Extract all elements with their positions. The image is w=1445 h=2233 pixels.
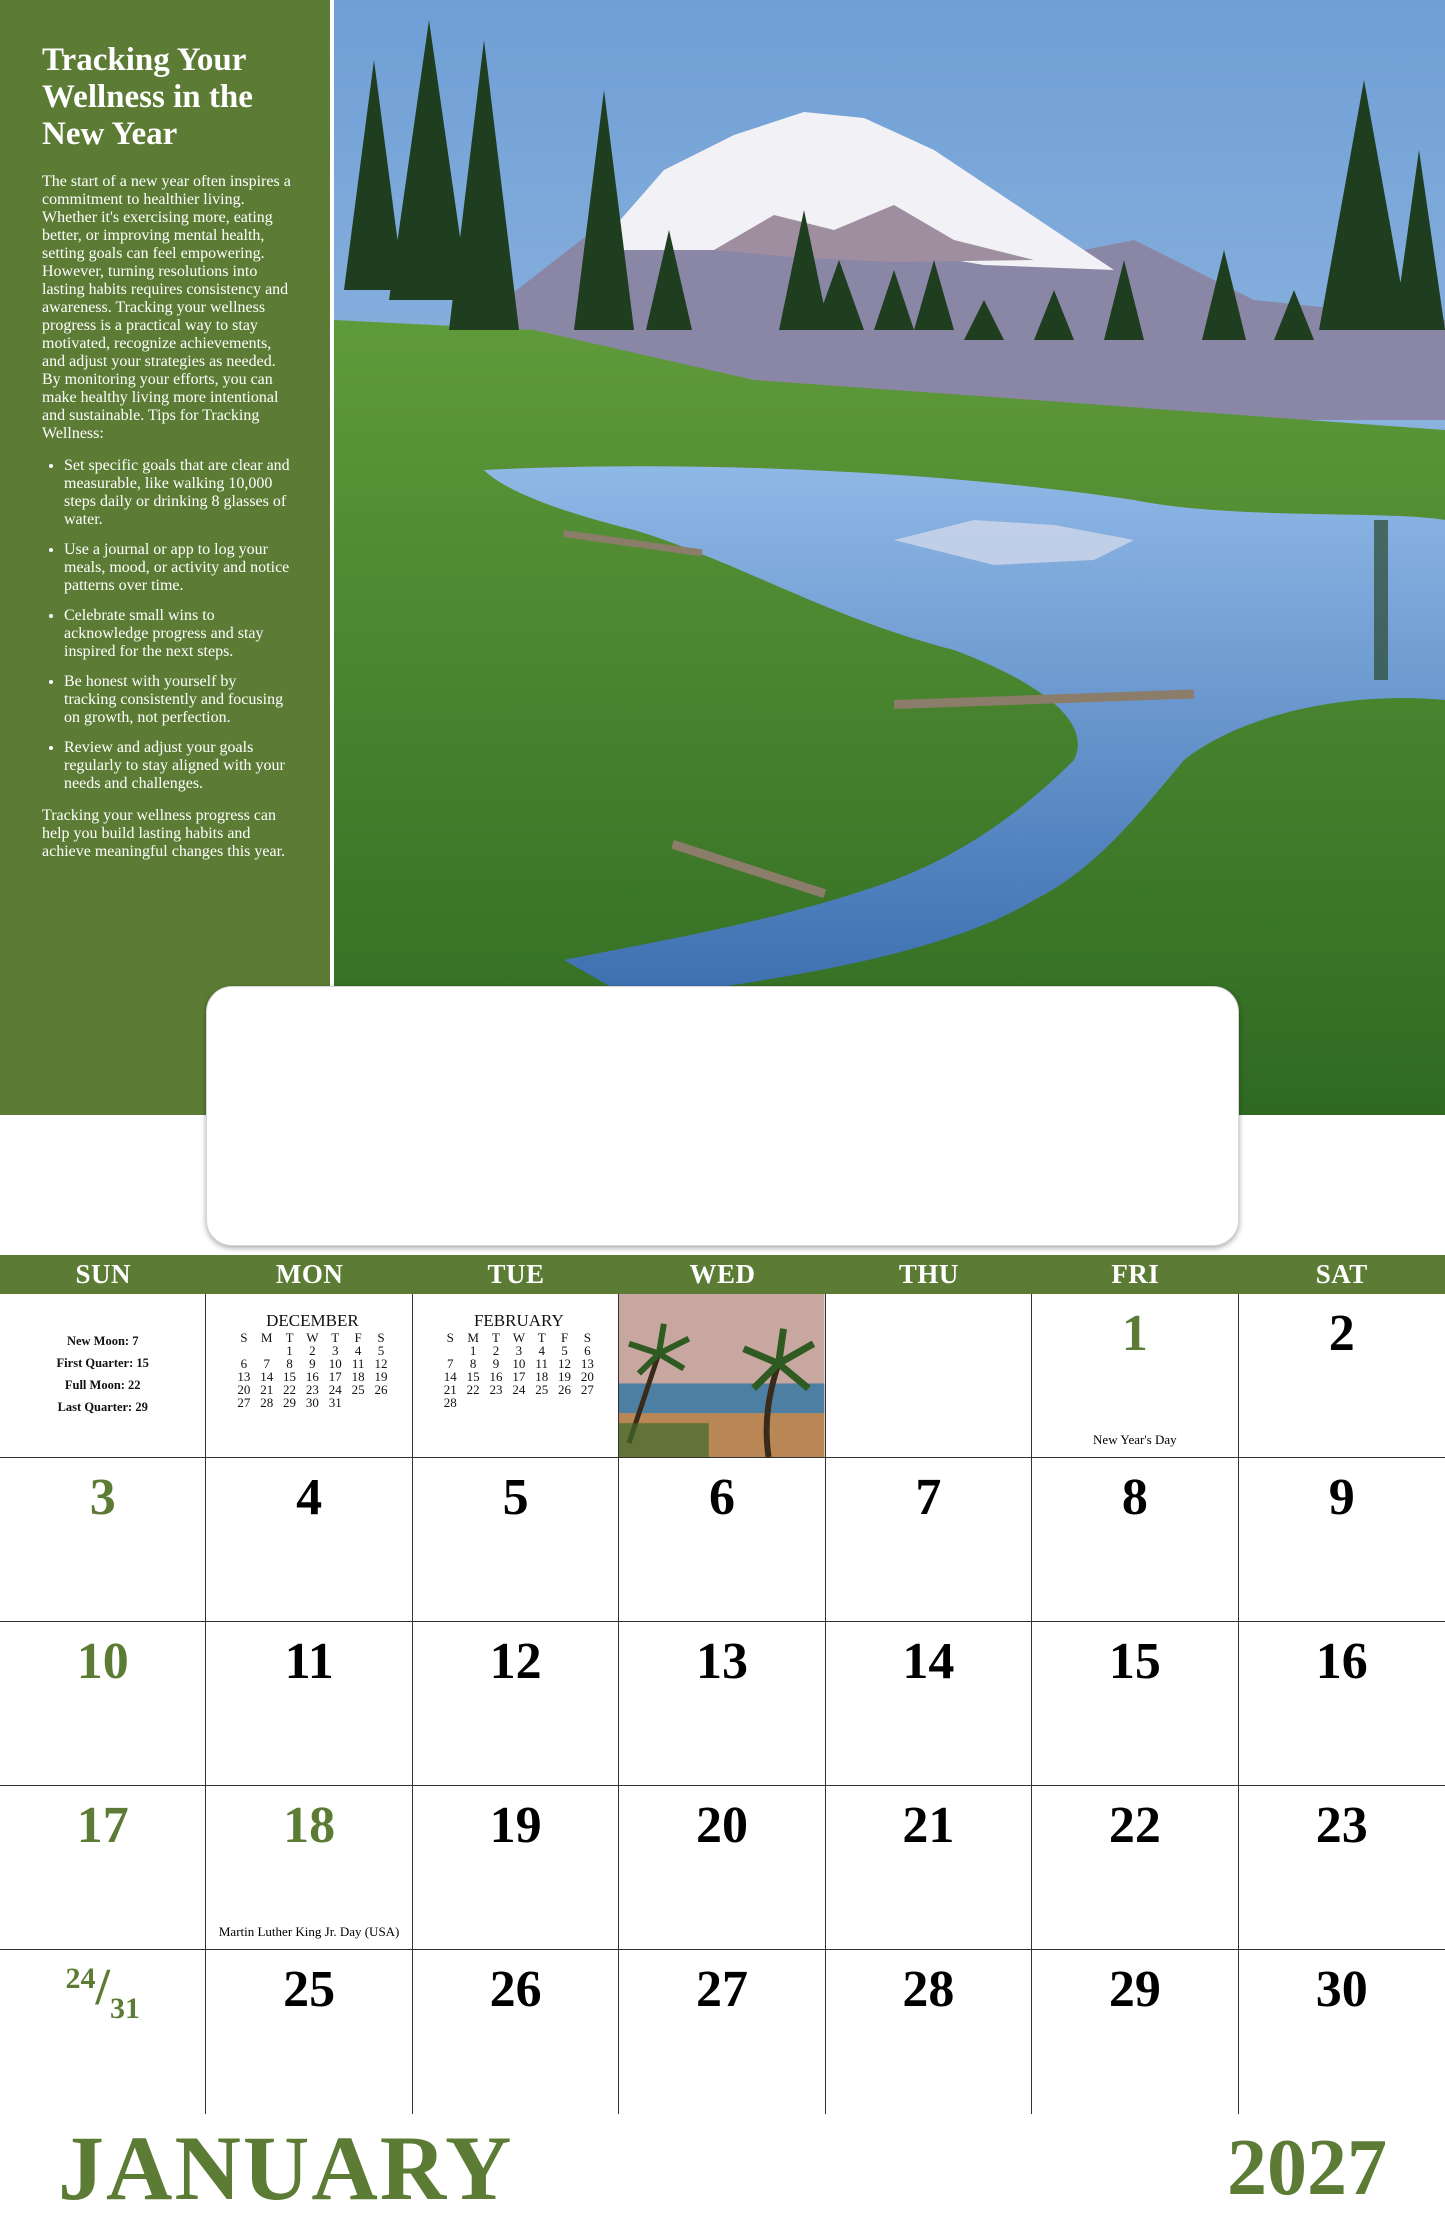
day-cell <box>1239 1294 1445 1458</box>
mini-date: 15 <box>466 1369 480 1384</box>
mini-weekday: F <box>354 1330 362 1345</box>
mini-date: 18 <box>351 1369 365 1384</box>
day-cell <box>206 1622 412 1786</box>
holiday-label: New Year's Day <box>1093 1432 1177 1447</box>
date-number: 11 <box>284 1633 334 1690</box>
moon-phase-item: New Moon: 7 <box>66 1334 139 1348</box>
mini-date: 14 <box>260 1369 274 1384</box>
date-number: 9 <box>1328 1469 1355 1526</box>
day-cell <box>0 1622 206 1786</box>
day-cell-split <box>0 1950 206 2114</box>
mini-date: 16 <box>305 1369 319 1384</box>
day-cell <box>826 1458 1032 1622</box>
mini-calendar-grid <box>439 1331 599 1409</box>
year-title: 2027 <box>1227 2124 1387 2212</box>
mini-weekday: S <box>377 1330 385 1345</box>
tip-item: • Use a journal or app to log your meals, mood, or activity and notice patterns over time. <box>64 541 292 595</box>
mountain-lake-photo <box>334 0 1445 1115</box>
date-number: 22 <box>1108 1797 1161 1854</box>
mini-date: 3 <box>515 1343 523 1358</box>
day-cell <box>413 1622 619 1786</box>
mini-date: 29 <box>283 1395 297 1410</box>
moon-phases-cell <box>0 1294 206 1458</box>
date-number: 15 <box>1108 1633 1161 1690</box>
mini-weekday: S <box>446 1330 454 1345</box>
mini-date: 13 <box>237 1369 251 1384</box>
moon-phase-item: Last Quarter: 29 <box>57 1400 148 1414</box>
mini-date: 1 <box>286 1343 293 1358</box>
weekday-fri: FRI <box>1111 1259 1160 1289</box>
empty-cell <box>826 1294 1032 1458</box>
date-number: 2 <box>1328 1305 1355 1362</box>
mini-date: 21 <box>443 1382 457 1397</box>
date-number: 28 <box>902 1961 955 2018</box>
day-cell <box>1239 1950 1445 2114</box>
mini-date: 9 <box>492 1356 500 1371</box>
day-cell <box>1032 1622 1238 1786</box>
mini-date: 6 <box>584 1343 591 1358</box>
day-cell <box>826 1786 1032 1950</box>
mini-weekday: T <box>537 1330 546 1345</box>
mini-date: 9 <box>309 1356 316 1371</box>
day-cell <box>413 1458 619 1622</box>
mini-weekday: S <box>583 1330 592 1345</box>
mini-weekday: S <box>240 1330 248 1345</box>
mini-date: 23 <box>489 1382 503 1397</box>
mini-date: 25 <box>535 1382 549 1397</box>
day-cell <box>1032 1458 1238 1622</box>
mini-date: 22 <box>283 1382 297 1397</box>
mini-date: 31 <box>328 1395 342 1410</box>
article-sidebar <box>0 0 330 1115</box>
date-number: 14 <box>902 1633 955 1690</box>
date-number: 7 <box>915 1469 942 1526</box>
mini-date: 24 <box>512 1382 526 1397</box>
day-cell <box>1239 1622 1445 1786</box>
mini-date: 20 <box>580 1369 594 1384</box>
day-cell <box>0 1458 206 1622</box>
mini-date: 21 <box>260 1382 274 1397</box>
date-number: 17 <box>76 1797 129 1854</box>
mini-calendar <box>439 1312 599 1409</box>
moon-phases <box>0 1330 205 1418</box>
split-date-second: 31 <box>109 1992 140 2025</box>
beach-palm-photo <box>619 1294 825 1458</box>
day-cell <box>619 1622 825 1786</box>
day-cell <box>1239 1458 1445 1622</box>
mini-date <box>507 1396 530 1409</box>
mini-weekday: M <box>467 1330 479 1345</box>
day-cell <box>413 1786 619 1950</box>
mini-date: 1 <box>469 1343 477 1358</box>
date-number: 6 <box>708 1469 735 1526</box>
mini-date: 28 <box>260 1395 274 1410</box>
mini-date: 5 <box>561 1343 568 1358</box>
mini-calendar <box>232 1312 392 1409</box>
date-number: 12 <box>489 1633 542 1690</box>
mini-date: 5 <box>377 1343 385 1358</box>
day-cell <box>206 1786 412 1950</box>
weekday-header <box>0 1255 1445 1294</box>
mini-date: 26 <box>558 1382 572 1397</box>
mini-date: 11 <box>535 1356 548 1371</box>
weekday-sun: SUN <box>75 1259 131 1289</box>
mini-date: 10 <box>512 1356 526 1371</box>
day-cell <box>619 1458 825 1622</box>
mini-date: 4 <box>538 1343 545 1358</box>
date-number: 5 <box>502 1469 529 1526</box>
weekday-sat: SAT <box>1315 1259 1368 1289</box>
day-cell <box>619 1950 825 2114</box>
date-number: 18 <box>283 1797 336 1854</box>
mini-date: 26 <box>374 1382 388 1397</box>
mini-date: 19 <box>558 1369 572 1384</box>
split-slash: / <box>95 1959 110 2016</box>
mini-date: 2 <box>309 1343 316 1358</box>
date-number: 30 <box>1315 1961 1368 2018</box>
mini-date <box>576 1396 599 1409</box>
palm-beach-image <box>619 1294 824 1457</box>
mini-date: 30 <box>305 1395 319 1410</box>
date-number: 4 <box>296 1469 323 1526</box>
mini-date: 4 <box>354 1343 362 1358</box>
mini-weekday: F <box>560 1330 569 1345</box>
mini-date: 13 <box>580 1356 594 1371</box>
day-cell <box>1239 1786 1445 1950</box>
moon-phase-item: First Quarter: 15 <box>56 1356 149 1370</box>
date-number: 19 <box>489 1797 542 1854</box>
mini-date: 17 <box>512 1369 526 1384</box>
mini-calendar-title: FEBRUARY <box>473 1311 564 1330</box>
split-date-first: 24 <box>65 1962 96 1995</box>
mini-weekday: W <box>512 1330 525 1345</box>
date-number: 3 <box>89 1469 116 1526</box>
mini-date: 6 <box>240 1356 248 1371</box>
tip-item: • Celebrate small wins to acknowledge progress and stay inspired for the next steps. <box>64 607 292 661</box>
tip-item: • Be honest with yourself by tracking consistently and focusing on growth, not perfection. <box>64 673 292 727</box>
weekday-tue: TUE <box>487 1259 545 1289</box>
mini-date: 12 <box>558 1356 572 1371</box>
mini-calendar-cell <box>206 1294 412 1458</box>
date-number: 8 <box>1121 1469 1148 1526</box>
weekday-mon: MON <box>275 1259 344 1289</box>
date-number: 25 <box>283 1961 336 2018</box>
mini-date <box>370 1396 393 1409</box>
date-number: 1 <box>1121 1305 1148 1362</box>
mini-weekday: T <box>285 1330 294 1345</box>
mini-date: 14 <box>443 1369 457 1384</box>
day-cell <box>1032 1294 1238 1458</box>
date-number: 16 <box>1315 1633 1368 1690</box>
mini-date: 3 <box>332 1343 339 1358</box>
mini-date: 19 <box>374 1369 388 1384</box>
weekday-thu: THU <box>898 1259 959 1289</box>
day-cell <box>826 1622 1032 1786</box>
article-title: Tracking Your Wellness in the New Year <box>42 42 253 152</box>
day-cell <box>1032 1786 1238 1950</box>
mini-date <box>485 1396 508 1409</box>
weekday-wed: WED <box>689 1259 756 1289</box>
mini-weekday: T <box>492 1330 500 1345</box>
mini-date: 16 <box>489 1369 503 1384</box>
date-number: 29 <box>1108 1961 1161 2018</box>
day-cell <box>0 1786 206 1950</box>
day-cell <box>206 1950 412 2114</box>
article-closing: Tracking your wellness progress can help you build lasting habits and achieve meaningful changes this year. <box>42 807 286 860</box>
date-number: 26 <box>489 1961 542 2018</box>
month-title: JANUARY <box>58 2117 514 2219</box>
mini-date <box>462 1396 485 1409</box>
date-number: 21 <box>902 1797 955 1854</box>
day-cell <box>1032 1950 1238 2114</box>
notes-box <box>206 986 1239 1246</box>
date-number: 23 <box>1315 1797 1368 1854</box>
mini-date: 17 <box>328 1369 342 1384</box>
day-cell <box>413 1950 619 2114</box>
moon-phase-item: Full Moon: 22 <box>64 1378 141 1392</box>
mini-date: 7 <box>447 1356 454 1371</box>
mini-date: 25 <box>351 1382 365 1397</box>
holiday-label: Martin Luther King Jr. Day (USA) <box>218 1924 400 1939</box>
tip-item: • Review and adjust your goals regularly to stay aligned with your needs and challenges. <box>64 739 292 793</box>
mini-date: 11 <box>351 1356 365 1371</box>
day-cell <box>826 1950 1032 2114</box>
mini-weekday: T <box>331 1330 340 1345</box>
day-cell <box>619 1786 825 1950</box>
mini-date: 24 <box>328 1382 342 1397</box>
mini-date: 15 <box>283 1369 297 1384</box>
split-date-number <box>0 1959 205 2025</box>
mini-date: 28 <box>443 1395 457 1410</box>
mini-calendar-title: DECEMBER <box>266 1311 359 1330</box>
mini-date: 27 <box>237 1395 251 1410</box>
mini-calendar-cell <box>413 1294 619 1458</box>
mini-date: 10 <box>328 1356 342 1371</box>
tips-list <box>42 457 292 793</box>
date-number: 10 <box>76 1633 129 1690</box>
date-number: 20 <box>695 1797 748 1854</box>
mini-date: 22 <box>466 1382 480 1397</box>
mini-date: 27 <box>580 1382 594 1397</box>
mini-date: 8 <box>286 1356 293 1371</box>
article-intro: The start of a new year often inspires a commitment to healthier living. Whether it's exercising more, eating better, or improving mental health, setting goals can feel empowering. However, turning resolutions into lasting habits requires consistency and awareness. Tracking your wellness progress is a practical way to stay motivated, recognize achievements, and adjust your strategies as needed. By monitoring your efforts, you can make healthy living more intentional and sustainable. Tips for Tracking Wellness: <box>42 173 291 442</box>
mini-date <box>347 1396 370 1409</box>
mini-date: 23 <box>305 1382 319 1397</box>
tip-item: • Set specific goals that are clear and measurable, like walking 10,000 steps daily or drinking 8 glasses of water. <box>64 457 292 529</box>
mini-date: 2 <box>492 1343 500 1358</box>
mini-date: 18 <box>535 1369 549 1384</box>
mini-calendar-grid <box>232 1331 392 1409</box>
date-number: 13 <box>695 1633 748 1690</box>
mini-weekday: M <box>260 1330 273 1345</box>
calendar-grid <box>0 1294 1445 2114</box>
mini-date: 7 <box>263 1356 270 1371</box>
mini-date: 20 <box>237 1382 251 1397</box>
day-cell <box>206 1458 412 1622</box>
mini-date: 8 <box>469 1356 477 1371</box>
mini-date <box>530 1396 553 1409</box>
mini-date: 12 <box>374 1356 388 1371</box>
date-number: 27 <box>695 1961 748 2018</box>
mini-date <box>553 1396 576 1409</box>
mini-weekday: W <box>306 1330 319 1345</box>
